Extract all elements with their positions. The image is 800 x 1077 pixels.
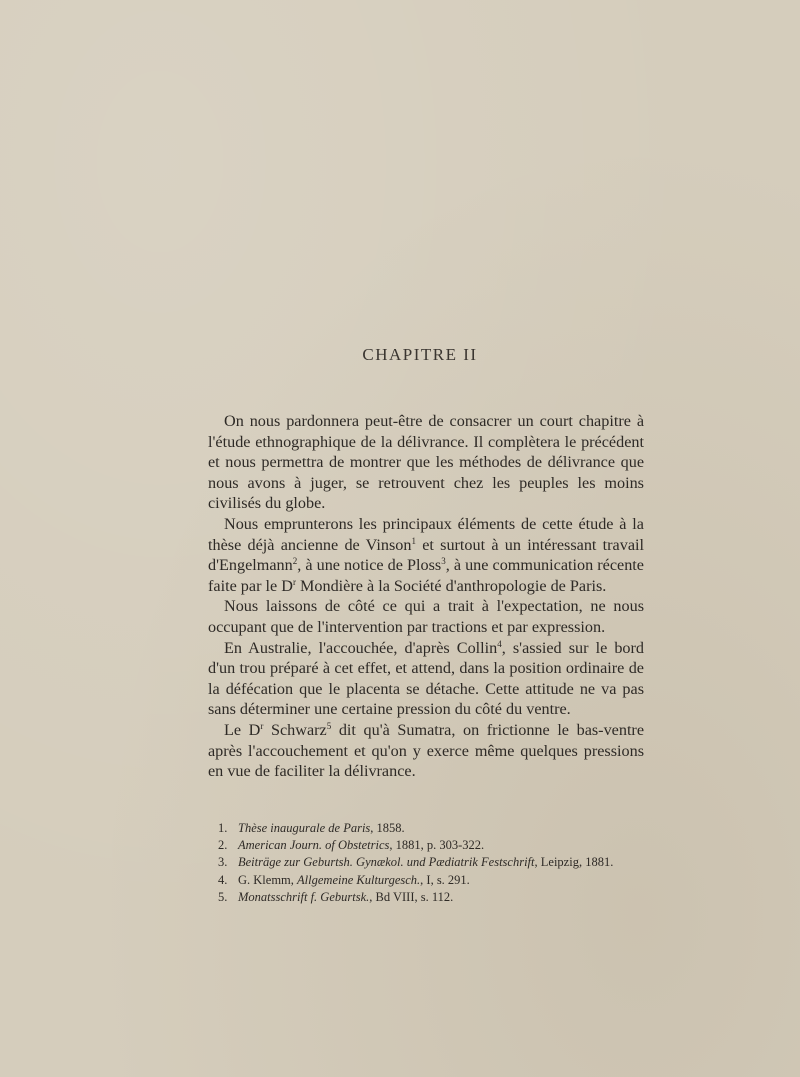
footnote-5: 5. Monatsschrift f. Geburtsk., Bd VIII, s. 112.	[218, 889, 454, 904]
footnote-ref-2: 2	[292, 556, 298, 567]
chapter-title: CHAPITRE II	[362, 345, 478, 364]
paragraph-4: En Australie, l'accouchée, d'après Collin$^4$, s'assied sur le bord d'un trou préparé à cet effet, et attend, dans la position ordinaire de la défécation que le placenta se détache. Cette attitude ne va pas sans déterminer une certaine pression du côté du ventre.	[208, 638, 644, 719]
footnotes	[218, 820, 658, 906]
footnote-3: 3. Beiträge zur Geburtsh. Gynækol. und Pædiatrik Festschrift, Leipzig, 1881.	[218, 855, 614, 870]
paragraph-3: Nous laissons de côté ce qui a trait à l'expectation, ne nous occupant que de l'intervention par tractions et par expression.	[208, 597, 644, 636]
paragraph-1: On nous pardonnera peut-être de consacrer un court chapitre à l'étude ethnographique de la délivrance. Il complètera le précédent et nous permettra de montrer que les méthodes de délivrance que nous avons à juger, se retrouvent chez les peuples les moins civilisés du globe.	[208, 412, 644, 513]
footnote-ref-5: 5	[326, 720, 332, 731]
paragraph-2: Nous emprunterons les principaux éléments de cette étude à la thèse déjà ancienne de Vinson$^1$ et surtout à un intéressant travail d'Engelmann$^2$, à une notice de Ploss$^3$, à une communication récente faite par le $D^r$ Mondière à la Société d'anthropologie de Paris.	[208, 514, 644, 595]
doctor-abbrev: r	[260, 720, 264, 731]
body-text	[208, 411, 644, 782]
paragraph-5: Le $D^r$ Schwarz$^5$ dit qu'à Sumatra, on frictionne le bas-ventre après l'accouchement et qu'on y exerce même quelques pressions en vue de faciliter la délivrance.	[208, 720, 645, 781]
footnote-1: 1. Thèse inaugurale de Paris, 1858.	[218, 821, 405, 835]
footnote-ref-4: 4	[497, 638, 502, 649]
footnote-4: 4. G. Klemm, Allgemeine Kulturgesch., I, s. 291.	[218, 872, 470, 887]
footnote-2: 2. American Journ. of Obstetrics, 1881, p. 303-322.	[218, 838, 485, 853]
footnote-ref-3: 3	[441, 556, 446, 567]
doctor-abbrev: r	[292, 576, 296, 587]
footnote-ref-1: 1	[411, 535, 416, 546]
